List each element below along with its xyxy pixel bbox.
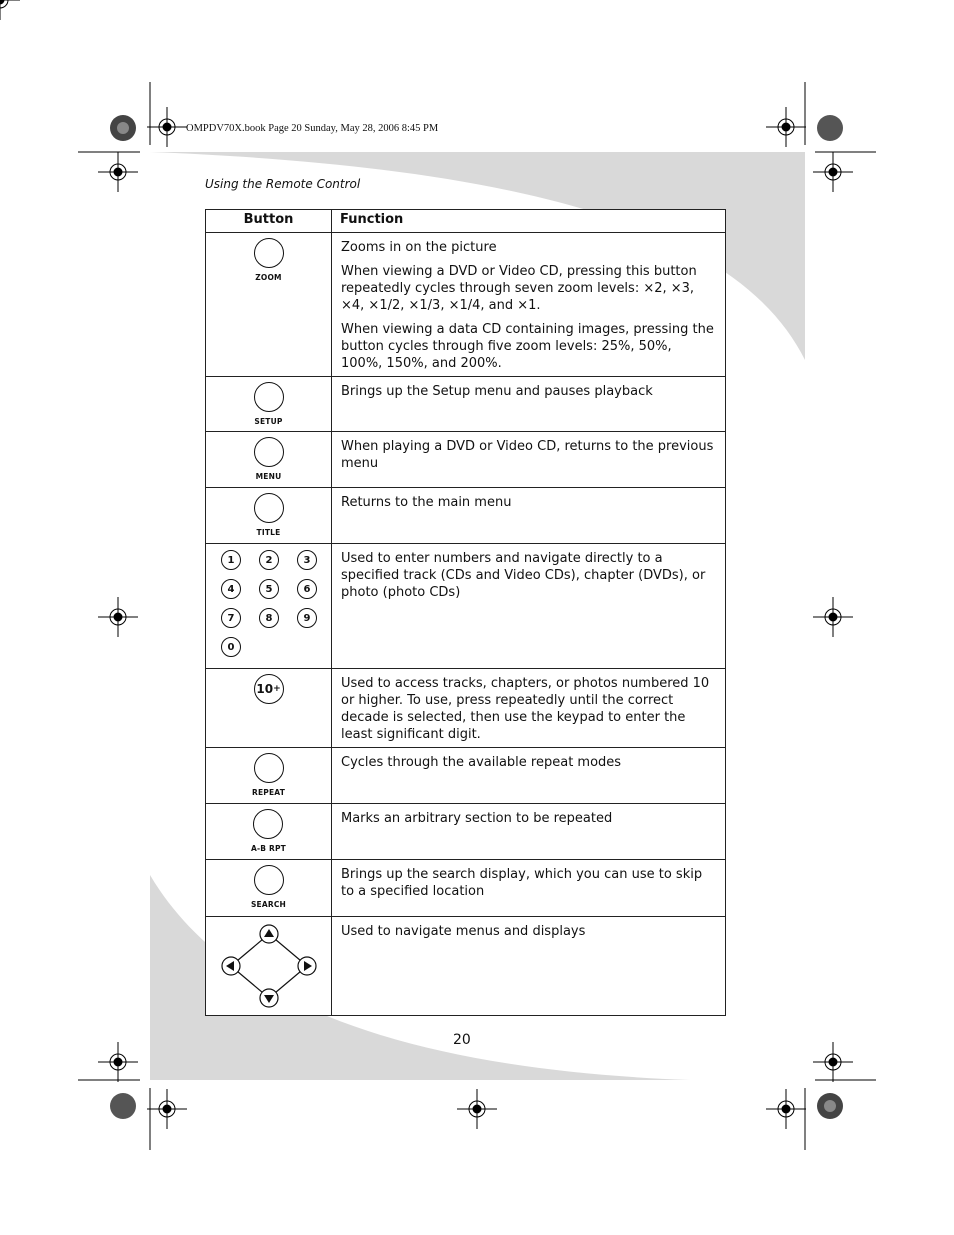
ab-repeat-button-icon: A-B RPT [251, 809, 286, 857]
navigation-arrows-icon [214, 920, 324, 1010]
key-1-icon: 1 [221, 550, 241, 570]
table-row: SEARCH Brings up the search display, which you can use to skip to a specified location [206, 860, 726, 917]
key-4-icon: 4 [221, 579, 241, 599]
table-row: TITLE Returns to the main menu [206, 488, 726, 544]
zoom-button-icon: ZOOM [254, 238, 284, 286]
section-title: Using the Remote Control [205, 177, 361, 191]
number-keypad-icon [206, 544, 331, 657]
table-row: 1 2 3 4 5 6 7 8 9 0 Used to enter numbers and navigate directly to a specified track (CDs and Video CDs), chapter (DVDs), or photo (photo CDs) [206, 544, 726, 669]
key-9-icon: 9 [297, 608, 317, 628]
page-number: 20 [453, 1032, 471, 1048]
key-6-icon: 6 [297, 579, 317, 599]
table-row: A-B RPT Marks an arbitrary section to be repeated [206, 804, 726, 860]
table-row: MENU When playing a DVD or Video CD, returns to the previous menu [206, 432, 726, 488]
table-row: REPEAT Cycles through the available repeat modes [206, 748, 726, 804]
key-5-icon: 5 [259, 579, 279, 599]
table-row: ZOOM Zooms in on the picture When viewing a DVD or Video CD, pressing this button repeatedly cycles through seven zoom levels: ×2, ×3, ×4, ×1/2, ×1/3, ×1/4, and ×1. When viewing a data CD containing images, pressing the button cycles through five zoom levels: 25%, 50%, 100%, 150%, and 200%. [206, 233, 726, 377]
key-3-icon: 3 [297, 550, 317, 570]
header-function: Function [332, 210, 726, 233]
table-header-row [206, 210, 726, 233]
table-row: SETUP Brings up the Setup menu and pauses playback [206, 377, 726, 432]
header-button: Button [206, 210, 332, 233]
search-button-icon: SEARCH [251, 865, 286, 913]
table-row: 10 + Used to access tracks, chapters, or photos numbered 10 or higher. To use, press repeatedly until the correct decade is selected, then use the keypad to enter the least significant digit. [206, 669, 726, 748]
key-8-icon: 8 [259, 608, 279, 628]
key-0-icon: 0 [221, 637, 241, 657]
repeat-button-icon: REPEAT [252, 753, 285, 801]
setup-button-icon: SETUP [254, 382, 284, 430]
table-row: Used to navigate menus and displays [206, 917, 726, 1016]
title-button-icon: TITLE [254, 493, 284, 541]
print-header: OMPDV70X.book Page 20 Sunday, May 28, 2006 8:45 PM [186, 123, 439, 134]
ten-plus-button-icon: 10 + [254, 674, 284, 704]
key-2-icon: 2 [259, 550, 279, 570]
key-7-icon: 7 [221, 608, 241, 628]
remote-buttons-table [205, 209, 726, 1016]
menu-button-icon: MENU [254, 437, 284, 485]
